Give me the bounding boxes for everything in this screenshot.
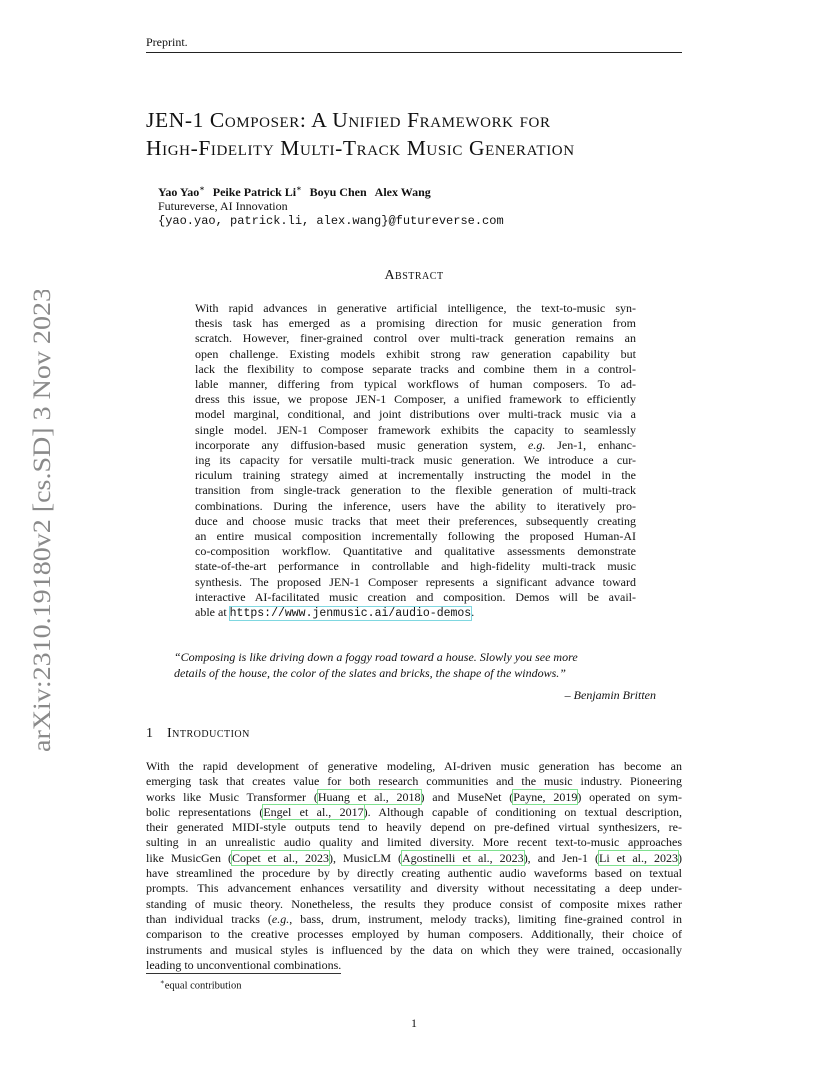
abstract-line: thesis task has emerged as a promising direction for music generation from: [195, 316, 636, 331]
intro-text: sulting in an unrealistic audio quality and limited diversity. More recent text-to-music approaches: [146, 835, 682, 850]
abstract-line: With rapid advances in generative artificial intelligence, the text-to-music syn-: [195, 301, 636, 315]
intro-text: bolic representations (: [146, 804, 264, 819]
page-number: 1: [411, 1016, 417, 1030]
intro-line: [146, 805, 682, 820]
abstract-line: dress this issue, we propose JEN-1 Composer, a unified framework to efficiently: [195, 392, 636, 407]
abstract-text: incorporate any diffusion-based music generation system,: [195, 437, 529, 452]
abstract-last-prefix: able at: [195, 605, 230, 620]
arxiv-stamp-text: arXiv:2310.19180v2 [cs.SD] 3 Nov 2023: [27, 329, 56, 752]
author-list: [158, 183, 439, 200]
abstract-line: synthesis. The proposed JEN-1 Composer represents a significant advance toward: [195, 574, 636, 589]
intro-text: than individual tracks (: [146, 911, 272, 926]
footnote-rule: [146, 973, 341, 974]
abstract-line: single model. JEN-1 Composer framework exhibits the capacity to seamlessly: [195, 422, 636, 437]
intro-text: ): [678, 850, 683, 865]
footnote-mark: ∗: [160, 978, 165, 986]
abstract-line: lack the flexibility to compose separate tracks and combine them in a control-: [195, 361, 636, 376]
abstract-line: transition from single-track generation to the flexible generation of multi-track: [195, 483, 636, 498]
abstract-line: [195, 438, 636, 453]
intro-text: With the rapid development of generative modeling, AI-driven music generation has become an: [146, 759, 682, 773]
citation-link[interactable]: Huang et al., 2018: [317, 789, 421, 804]
abstract-line: open challenge. Existing models exhibit strong raw generation capability but: [195, 346, 636, 361]
intro-text: like MusicGen (: [146, 850, 232, 865]
abstract-line: combinations. During the inference, users have the ability to iteratively pro-: [195, 498, 636, 513]
intro-text: ) operated on sym-: [577, 789, 683, 804]
abstract-line: model marginal, conditional, and joint distributions over multi-track music via a: [195, 407, 636, 422]
intro-text: , bass, drum, instrument, melody tracks), limiting fine-grained control in: [289, 911, 682, 926]
equal-contribution-mark: ∗: [296, 184, 302, 193]
abstract-text: Jen-1, enhanc-: [545, 437, 636, 452]
abstract-line: lable manner, differing from typical workflows of human composers. To ad-: [195, 377, 636, 392]
abstract-line: scratch. However, finer-grained control over multi-track generation remains an: [195, 331, 636, 346]
paper-title: [146, 106, 686, 162]
title-fragment: Music: [406, 136, 463, 160]
abstract-line: state-of-the-art performance in controllable and high-fidelity multi-track music: [195, 559, 636, 574]
author-name-text: Boyu Chen: [309, 185, 367, 199]
abstract-line: ing its capacity for versatile multi-track music generation. We introduce a cur-: [195, 453, 636, 468]
intro-text: ), and Jen-1 (: [523, 850, 600, 865]
abstract-line: interactive AI-facilitated music creation and composition. Demos will be avail-: [195, 589, 636, 604]
quote-attribution: – Benjamin Britten: [564, 688, 656, 702]
intro-line: [146, 897, 682, 912]
author-name: [213, 185, 302, 199]
intro-line: [146, 835, 682, 850]
abstract-line: an entire musical composition incrementally following the proposed Human-AI: [195, 529, 636, 544]
abstract-italic-text: e.g.: [528, 437, 546, 452]
intro-text: leading to unconventional combinations.: [146, 957, 342, 972]
intro-line: [146, 912, 682, 927]
intro-line: [146, 759, 682, 774]
abstract-heading: Abstract: [384, 268, 444, 283]
quote-line-2: details of the house, the color of the slates and bricks, the shape of the windows.”: [174, 665, 566, 680]
intro-text: their generated MIDI-style outputs tend to heavily depend on pre-defined virtual synthesizers, re-: [146, 820, 682, 835]
epigraph-quote: [174, 650, 656, 681]
footnote-text: equal contribution: [164, 980, 242, 992]
intro-text: standing of music theory. Nonetheless, the results they produce consist of composite mixes rather: [146, 896, 682, 911]
citation-link[interactable]: Payne, 2019: [513, 789, 578, 804]
intro-line: [146, 881, 682, 896]
intro-text: prompts. This advancement enhances versatility and diversity without necessitating a deep under-: [146, 881, 682, 896]
author-name: [158, 185, 205, 199]
title-line-2: [146, 134, 686, 162]
equal-contribution-mark: ∗: [199, 184, 205, 193]
title-fragment: Generation: [468, 136, 575, 160]
abstract-line: duce and choose music tracks that meet their preferences, subsequently creating: [195, 513, 636, 528]
author-name-text: Peike Patrick Li: [212, 185, 297, 199]
intro-italic-text: e.g.: [271, 911, 290, 926]
affiliation: Futureverse, AI Innovation: [158, 199, 288, 213]
abstract-line: riculum training strategy aimed at incrementally instructing the model in the: [195, 468, 636, 483]
intro-text: ), MusicLM (: [329, 850, 403, 865]
section-title: Introduction: [167, 726, 250, 741]
title-fragment: : A: [299, 108, 333, 132]
quote-line-1: “Composing is like driving down a foggy road toward a house. Slowly you see more: [174, 650, 578, 664]
footnote: [160, 978, 241, 992]
abstract-line: co-composition workflow. Quantitative and qualitative assessments demonstrate: [195, 544, 636, 559]
citation-link[interactable]: Copet et al., 2023: [232, 850, 329, 865]
intro-text: emerging task that creates value for both research communities and the music industry. Pioneering: [146, 774, 682, 789]
intro-line: [146, 958, 682, 973]
intro-line: [146, 866, 682, 881]
title-fragment: JEN-1: [146, 108, 210, 132]
intro-line: [146, 851, 682, 866]
intro-text: works like Music Transformer (: [146, 789, 318, 804]
author-name-text: Alex Wang: [374, 185, 431, 199]
intro-line: [146, 943, 682, 958]
intro-text: ) and MuseNet (: [420, 789, 514, 804]
title-fragment: Multi-Track: [280, 136, 401, 160]
header-rule: [146, 52, 682, 53]
intro-text: comparison to the creative processes employed by human composers. Additionally, their choice of: [146, 927, 682, 942]
section-heading: [146, 726, 250, 742]
author-name: [375, 185, 431, 199]
author-emails: {yao.yao, patrick.li, alex.wang}@futureverse.com: [158, 214, 504, 228]
intro-line: [146, 820, 682, 835]
title-fragment: High-Fidelity: [146, 136, 275, 160]
intro-text: have streamlined the procedure by by directly creating authentic audio waveforms based on textual: [146, 866, 682, 881]
title-fragment: Unified: [332, 108, 402, 132]
author-name-text: Yao Yao: [158, 185, 200, 199]
abstract-last-line: [195, 605, 636, 621]
demo-link[interactable]: https://www.jenmusic.ai/audio-demos: [229, 607, 472, 621]
intro-line: [146, 774, 682, 789]
title-fragment: Framework for: [407, 108, 551, 132]
author-name: [310, 185, 367, 199]
intro-line: [146, 790, 682, 805]
intro-line: [146, 927, 682, 942]
intro-text: ). Although capable of conditioning on textual description,: [363, 804, 682, 819]
abstract-last-suffix: .: [471, 605, 475, 620]
citation-link[interactable]: Agostinelli et al., 2023: [402, 850, 524, 865]
arxiv-stamp: [22, 290, 58, 760]
title-line-1: [146, 106, 686, 134]
intro-text: instruments and musical styles is influenced by the data on which they were trained, occasionally: [146, 942, 682, 957]
citation-link[interactable]: Li et al., 2023: [599, 850, 679, 865]
title-fragment: Composer: [209, 108, 300, 132]
section-number: 1: [146, 726, 153, 741]
abstract-body: [195, 301, 636, 621]
running-header: Preprint.: [146, 35, 188, 49]
citation-link[interactable]: Engel et al., 2017: [263, 804, 364, 819]
introduction-body: [146, 759, 682, 973]
